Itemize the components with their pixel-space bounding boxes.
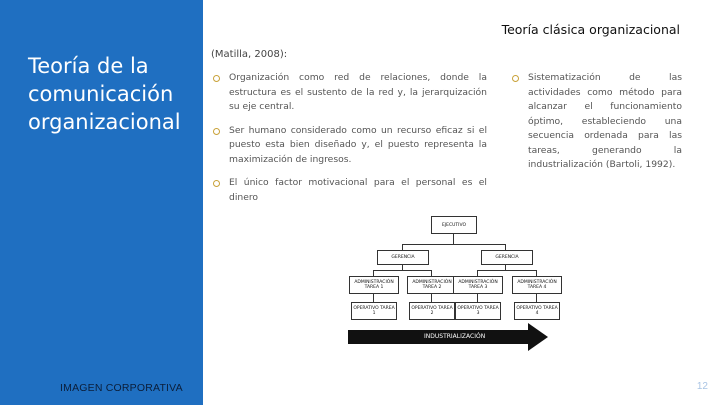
manager-box: GERENCIA xyxy=(377,250,429,265)
bullet-icon xyxy=(213,180,220,187)
footer-label: IMAGEN CORPORATIVA xyxy=(60,382,183,394)
citation: (Matilla, 2008): xyxy=(211,49,288,60)
bullet-item xyxy=(211,124,487,168)
section-title: Teoría de la comunicación organizacional xyxy=(28,54,181,134)
slide-title: Teoría clásica organizacional xyxy=(501,22,680,37)
admin-box: ADMINISTRACIÓN TAREA 1 xyxy=(349,276,399,294)
bullet-text: Ser humano considerado como un recurso eficaz si el puesto esta bien diseñado y, el puesto representa la maximización de ingresos. xyxy=(229,124,487,165)
admin-box: ADMINISTRACIÓN TAREA 3 xyxy=(453,276,503,294)
bullet-item xyxy=(211,71,487,115)
bullet-text: Sistematización de las actividades como método para alcanzar el funcionamiento óptimo, estableciendo una secuencia ordenada para las tareas, generando la industrialización (Bartoli, 1992). xyxy=(528,72,682,170)
page-number: 12 xyxy=(696,381,708,392)
bullet-item xyxy=(510,71,682,173)
arrow-right-icon xyxy=(528,323,548,351)
bullet-icon xyxy=(213,128,220,135)
worker-box: OPERATIVO TAREA 1 xyxy=(351,302,397,320)
bullet-list-right xyxy=(510,71,682,182)
bullet-text: Organización como red de relaciones, donde la estructura es el sustento de la red y, la jerarquización su eje central. xyxy=(229,72,487,112)
industrialization-bar: INDUSTRIALIZACIÓN xyxy=(348,330,528,344)
manager-box: GERENCIA xyxy=(481,250,533,265)
executive-box: EJECUTIVO xyxy=(431,216,477,234)
bullet-list-left xyxy=(211,71,487,214)
admin-box: ADMINISTRACIÓN TAREA 4 xyxy=(512,276,562,294)
org-chart xyxy=(325,210,565,350)
worker-box: OPERATIVO TAREA 4 xyxy=(514,302,560,320)
sidebar xyxy=(0,0,203,405)
bullet-icon xyxy=(512,75,519,82)
bullet-text: El único factor motivacional para el personal es el dinero xyxy=(229,177,487,203)
worker-box: OPERATIVO TAREA 2 xyxy=(409,302,455,320)
worker-box: OPERATIVO TAREA 3 xyxy=(455,302,501,320)
bullet-icon xyxy=(213,75,220,82)
bullet-item xyxy=(211,176,487,205)
admin-box: ADMINISTRACIÓN TAREA 2 xyxy=(407,276,457,294)
